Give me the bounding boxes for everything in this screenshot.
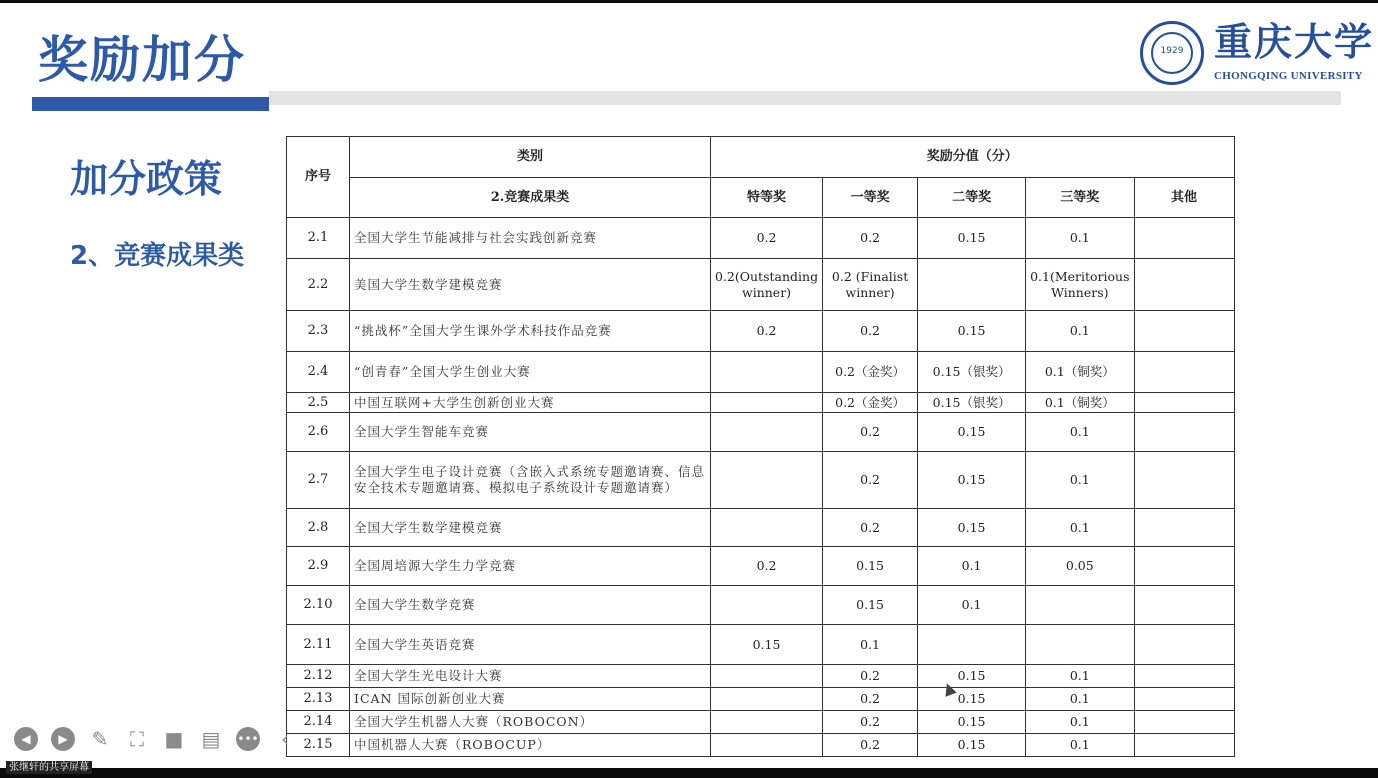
table-row: [287, 586, 1235, 625]
award-value: [1134, 586, 1234, 625]
award-value: 0.2: [823, 413, 918, 452]
award-value: 0.2: [823, 452, 918, 509]
award-value: [1134, 509, 1234, 547]
award-value: 0.2: [823, 688, 918, 711]
presentation-slide: [0, 3, 1378, 768]
award-value: 0.2: [823, 311, 918, 352]
award-value: [1026, 586, 1134, 625]
competition-name: 全国大学生光电设计大赛: [350, 665, 711, 688]
university-name-en: CHONGQING UNIVERSITY: [1214, 70, 1363, 82]
award-value: [711, 711, 823, 734]
row-index: 2.13: [287, 688, 350, 711]
comment-icon[interactable]: ▤: [201, 727, 221, 751]
award-value: 0.1: [1026, 688, 1134, 711]
award-value: [1134, 259, 1234, 311]
award-value: 0.1（铜奖）: [1026, 393, 1134, 413]
award-value: 0.1: [918, 586, 1026, 625]
award-value: 0.15: [823, 586, 918, 625]
competition-name: 全国大学生机器人大赛（ROBOCON）: [350, 711, 711, 734]
table-row: [287, 665, 1235, 688]
award-value: 0.2: [823, 218, 918, 259]
award-value: [711, 586, 823, 625]
header-divider-bar: [269, 91, 1341, 105]
award-value: [1134, 665, 1234, 688]
award-value: 0.1: [918, 547, 1026, 586]
table-row: [287, 259, 1235, 311]
header-level: 特等奖: [711, 178, 823, 218]
award-value: [711, 393, 823, 413]
award-value: [711, 688, 823, 711]
award-value: [1134, 393, 1234, 413]
section-heading: 2、竞赛成果类: [70, 241, 245, 271]
competition-name: 中国机器人大赛（ROBOCUP）: [350, 734, 711, 757]
title-underline-bar: [32, 97, 269, 111]
university-name-cn: 重庆大学: [1214, 19, 1375, 64]
award-value: 0.15: [918, 665, 1026, 688]
row-index: 2.15: [287, 734, 350, 757]
seal-inner-ring: [1151, 32, 1193, 74]
award-value: [1026, 625, 1134, 665]
seal-year: 1929: [1160, 46, 1184, 56]
next-icon[interactable]: ▶: [51, 727, 75, 751]
award-value: [1134, 711, 1234, 734]
header-level: 三等奖: [1026, 178, 1134, 218]
award-value: [918, 625, 1026, 665]
award-value: [711, 352, 823, 393]
award-value: 0.2: [823, 665, 918, 688]
row-index: 2.1: [287, 218, 350, 259]
award-value: 0.1(Meritorious Winners): [1026, 259, 1134, 311]
award-value: [1134, 688, 1234, 711]
row-index: 2.7: [287, 452, 350, 509]
row-index: 2.12: [287, 665, 350, 688]
award-value: [1134, 218, 1234, 259]
header-level: 其他: [1134, 178, 1234, 218]
competition-name: 全国大学生节能减排与社会实践创新竞赛: [350, 218, 711, 259]
screen-share-label: 张继轩的共享屏幕: [6, 761, 92, 774]
award-value: 0.1: [1026, 734, 1134, 757]
header-level: 二等奖: [918, 178, 1026, 218]
award-value: 0.2: [823, 711, 918, 734]
award-value: [711, 509, 823, 547]
header-level: 一等奖: [823, 178, 918, 218]
competition-name: ICAN 国际创新创业大赛: [350, 688, 711, 711]
award-value: 0.15: [918, 311, 1026, 352]
competition-name: 全国大学生英语竞赛: [350, 625, 711, 665]
competition-name: 全国大学生电子设计竞赛（含嵌入式系统专题邀请赛、信息安全技术专题邀请赛、模拟电子系统设计专题邀请赛）: [350, 452, 711, 509]
header-category: 类别: [350, 137, 711, 178]
award-value: [711, 665, 823, 688]
award-value: 0.15: [918, 711, 1026, 734]
table-row: [287, 452, 1235, 509]
table-row: [287, 393, 1235, 413]
award-value: [1134, 413, 1234, 452]
camera-icon[interactable]: ■: [164, 727, 184, 751]
award-value: 0.15（银奖）: [918, 352, 1026, 393]
competition-name: 中国互联网+大学生创新创业大赛: [350, 393, 711, 413]
award-value: [711, 734, 823, 757]
row-index: 2.6: [287, 413, 350, 452]
award-value: 0.2（金奖）: [823, 393, 918, 413]
award-value: [918, 259, 1026, 311]
row-index: 2.10: [287, 586, 350, 625]
university-seal-icon: [1140, 21, 1204, 85]
header-points: 奖励分值（分）: [711, 137, 1235, 178]
competition-name: 全国大学生智能车竞赛: [350, 413, 711, 452]
award-value: 0.1: [1026, 218, 1134, 259]
table-row: [287, 413, 1235, 452]
row-index: 2.5: [287, 393, 350, 413]
award-value: 0.15: [918, 413, 1026, 452]
award-value: 0.15: [918, 452, 1026, 509]
more-icon[interactable]: •••: [236, 727, 260, 751]
slide-subtitle: 加分政策: [70, 157, 223, 201]
award-value: 0.2: [823, 734, 918, 757]
award-value: [1134, 452, 1234, 509]
award-value: 0.1: [1026, 509, 1134, 547]
row-index: 2.8: [287, 509, 350, 547]
award-value: 0.1: [823, 625, 918, 665]
row-index: 2.4: [287, 352, 350, 393]
table-row: [287, 547, 1235, 586]
award-value: 0.2: [711, 218, 823, 259]
award-value: [711, 413, 823, 452]
award-value: 0.1: [1026, 413, 1134, 452]
award-value: 0.2(Outstanding winner): [711, 259, 823, 311]
competition-name: 全国大学生数学建模竞赛: [350, 509, 711, 547]
row-index: 2.9: [287, 547, 350, 586]
competition-name: “挑战杯”全国大学生课外学术科技作品竞赛: [350, 311, 711, 352]
previous-icon[interactable]: ◀: [14, 727, 38, 751]
award-value: 0.15: [918, 688, 1026, 711]
award-value: [1134, 311, 1234, 352]
zoom-icon[interactable]: ⛶: [130, 727, 144, 751]
header-index: 序号: [287, 137, 350, 218]
table-row: [287, 625, 1235, 665]
pen-icon[interactable]: ✎: [91, 727, 109, 751]
award-value: 0.2（金奖）: [823, 352, 918, 393]
table-row: [287, 509, 1235, 547]
table-row: [287, 218, 1235, 259]
award-points-table: [286, 136, 1235, 757]
award-value: [1134, 352, 1234, 393]
slide-title: 奖励加分: [38, 31, 246, 89]
row-index: 2.11: [287, 625, 350, 665]
table-row: [287, 734, 1235, 757]
award-value: 0.1: [1026, 711, 1134, 734]
award-value: 0.15: [918, 218, 1026, 259]
award-value: 0.1: [1026, 665, 1134, 688]
award-value: 0.15: [918, 734, 1026, 757]
award-value: 0.1: [1026, 311, 1134, 352]
award-value: [1134, 734, 1234, 757]
table-row: [287, 352, 1235, 393]
competition-name: “创青春”全国大学生创业大赛: [350, 352, 711, 393]
row-index: 2.14: [287, 711, 350, 734]
award-value: 0.2 (Finalist winner): [823, 259, 918, 311]
award-value: 0.1: [1026, 452, 1134, 509]
table-row: [287, 311, 1235, 352]
table-row: [287, 711, 1235, 734]
award-value: 0.1（铜奖）: [1026, 352, 1134, 393]
award-value: [1134, 625, 1234, 665]
header-category-name: 2.竞赛成果类: [350, 178, 711, 218]
competition-name: 全国大学生数学竞赛: [350, 586, 711, 625]
row-index: 2.3: [287, 311, 350, 352]
competition-name: 美国大学生数学建模竞赛: [350, 259, 711, 311]
competition-name: 全国周培源大学生力学竞赛: [350, 547, 711, 586]
collapse-icon[interactable]: ‹: [281, 727, 289, 751]
award-value: 0.15: [823, 547, 918, 586]
award-value: 0.2: [711, 547, 823, 586]
award-value: 0.15（银奖）: [918, 393, 1026, 413]
row-index: 2.2: [287, 259, 350, 311]
award-value: [1134, 547, 1234, 586]
award-value: 0.15: [918, 509, 1026, 547]
table-row: [287, 688, 1235, 711]
award-value: [711, 452, 823, 509]
award-value: 0.2: [823, 509, 918, 547]
award-value: 0.05: [1026, 547, 1134, 586]
award-value: 0.2: [711, 311, 823, 352]
award-value: 0.15: [711, 625, 823, 665]
